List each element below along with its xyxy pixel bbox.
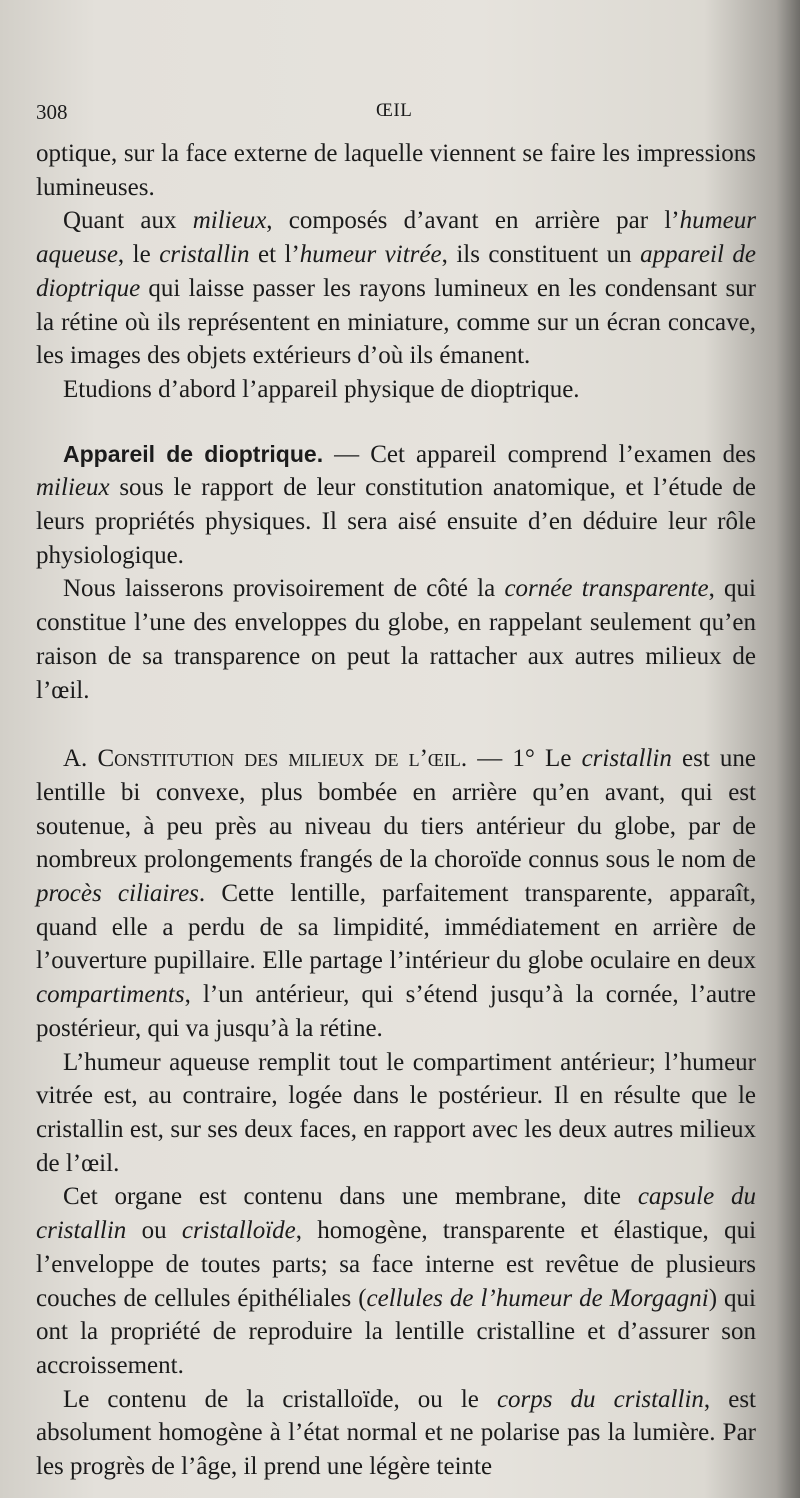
paragraph: A. Constitution des milieux de l’œil. — 1° Le cristallin est une lentille bi convexe, plus bombée en arrière qu’en avant, qui est soutenue, à peu près au niveau du tiers antérieur du globe, par de nombreux prolongements frangés de la choroïde connus sous le nom de procès ciliaires. Cette lentille, parfaitement transparente, apparaît, quand elle a perdu de sa limpidité, immédiatement en arrière de l’ouverture pupillaire. Elle partage l’intérieur du globe oculaire en deux compartiments, l’un antérieur, qui s’étend jusqu’à la cornée, l’autre postérieur, qui va jusqu’à la rétine. (36, 745, 756, 1042)
paragraph: Le contenu de la cristalloïde, ou le corps du cristallin, est absolument homogène à l’état normal et ne polarise pas la lumière. Par les progrès de l’âge, il prend une légère teinte (36, 1385, 756, 1481)
italic-term: cristallin (581, 745, 672, 773)
italic-term: cornée transparente (504, 575, 709, 603)
body-text (36, 137, 756, 1484)
italic-term: cellules de l’humeur de Morgagni (366, 1284, 709, 1312)
paragraph: Appareil de dioptrique. — Cet appareil comprend l’examen des milieux sous le rapport de leur constitution anatomique, et l’étude de leurs propriétés physiques. Il sera aisé ensuite d’en déduire leur rôle physiologique. (36, 440, 756, 569)
page-number: 308 (36, 100, 68, 124)
italic-term: milieux (36, 474, 110, 502)
italic-term: capsule du cristallin (36, 1183, 757, 1245)
paragraph: Cet organe est contenu dans une membrane, dite capsule du cristallin ou cristalloïde, homogène, transparente et élastique, qui l’enveloppe de toutes parts; sa face interne est revêtue de plusieurs couches de cellules épithéliales (cellules de l’humeur de Morgagni) qui ont la propriété de reproduire la lentille cristalline et d’assurer son accroissement. (36, 1183, 757, 1379)
italic-term: cristallin (159, 241, 250, 269)
italic-term: corps du cristallin (496, 1385, 704, 1413)
paragraph: Etudions d’abord l’appareil physique de dioptrique. (63, 375, 580, 403)
italic-term: cristalloïde (181, 1217, 296, 1245)
section-heading: Appareil de dioptrique. (63, 440, 324, 467)
paragraph: L’humeur aqueuse remplit tout le compartiment antérieur; l’humeur vitrée est, au contraire, logée dans le postérieur. Il en résulte que le cristallin est, sur ses deux faces, en rapport avec les deux autres milieux de l’œil. (36, 1048, 756, 1177)
italic-term: procès ciliaires (36, 880, 199, 908)
italic-term: milieux (192, 207, 267, 235)
italic-term: compartiments (36, 981, 185, 1009)
page-header (36, 100, 760, 130)
running-title: ŒIL (376, 100, 413, 121)
italic-term: appareil de dioptrique (36, 241, 756, 302)
subsection-heading: Constitution des milieux de l’œil. (97, 745, 468, 773)
section-gap (36, 707, 756, 742)
italic-term: humeur aqueuse (36, 207, 756, 269)
paragraph: Quant aux milieux, composés d’avant en arrière par l’humeur aqueuse, le cristallin et l’humeur vitrée, ils constituent un appareil de dioptrique qui laisse passer les rayons lumineux en les condensant sur la rétine où ils représentent en miniature, comme sur un écran concave, les images des objets extérieurs d’où ils émanent. (36, 207, 756, 370)
paragraph: optique, sur la face externe de laquelle viennent se faire les impressions lumineuses. (36, 140, 756, 201)
italic-term: humeur vitrée (299, 241, 442, 269)
paragraph: Nous laisserons provisoirement de côté la cornée transparente, qui constitue l’une des enveloppes du globe, en rappelant seulement qu’en raison de sa transparence on peut la rattacher aux autres milieux de l’œil. (36, 575, 756, 704)
section-gap (36, 407, 756, 438)
